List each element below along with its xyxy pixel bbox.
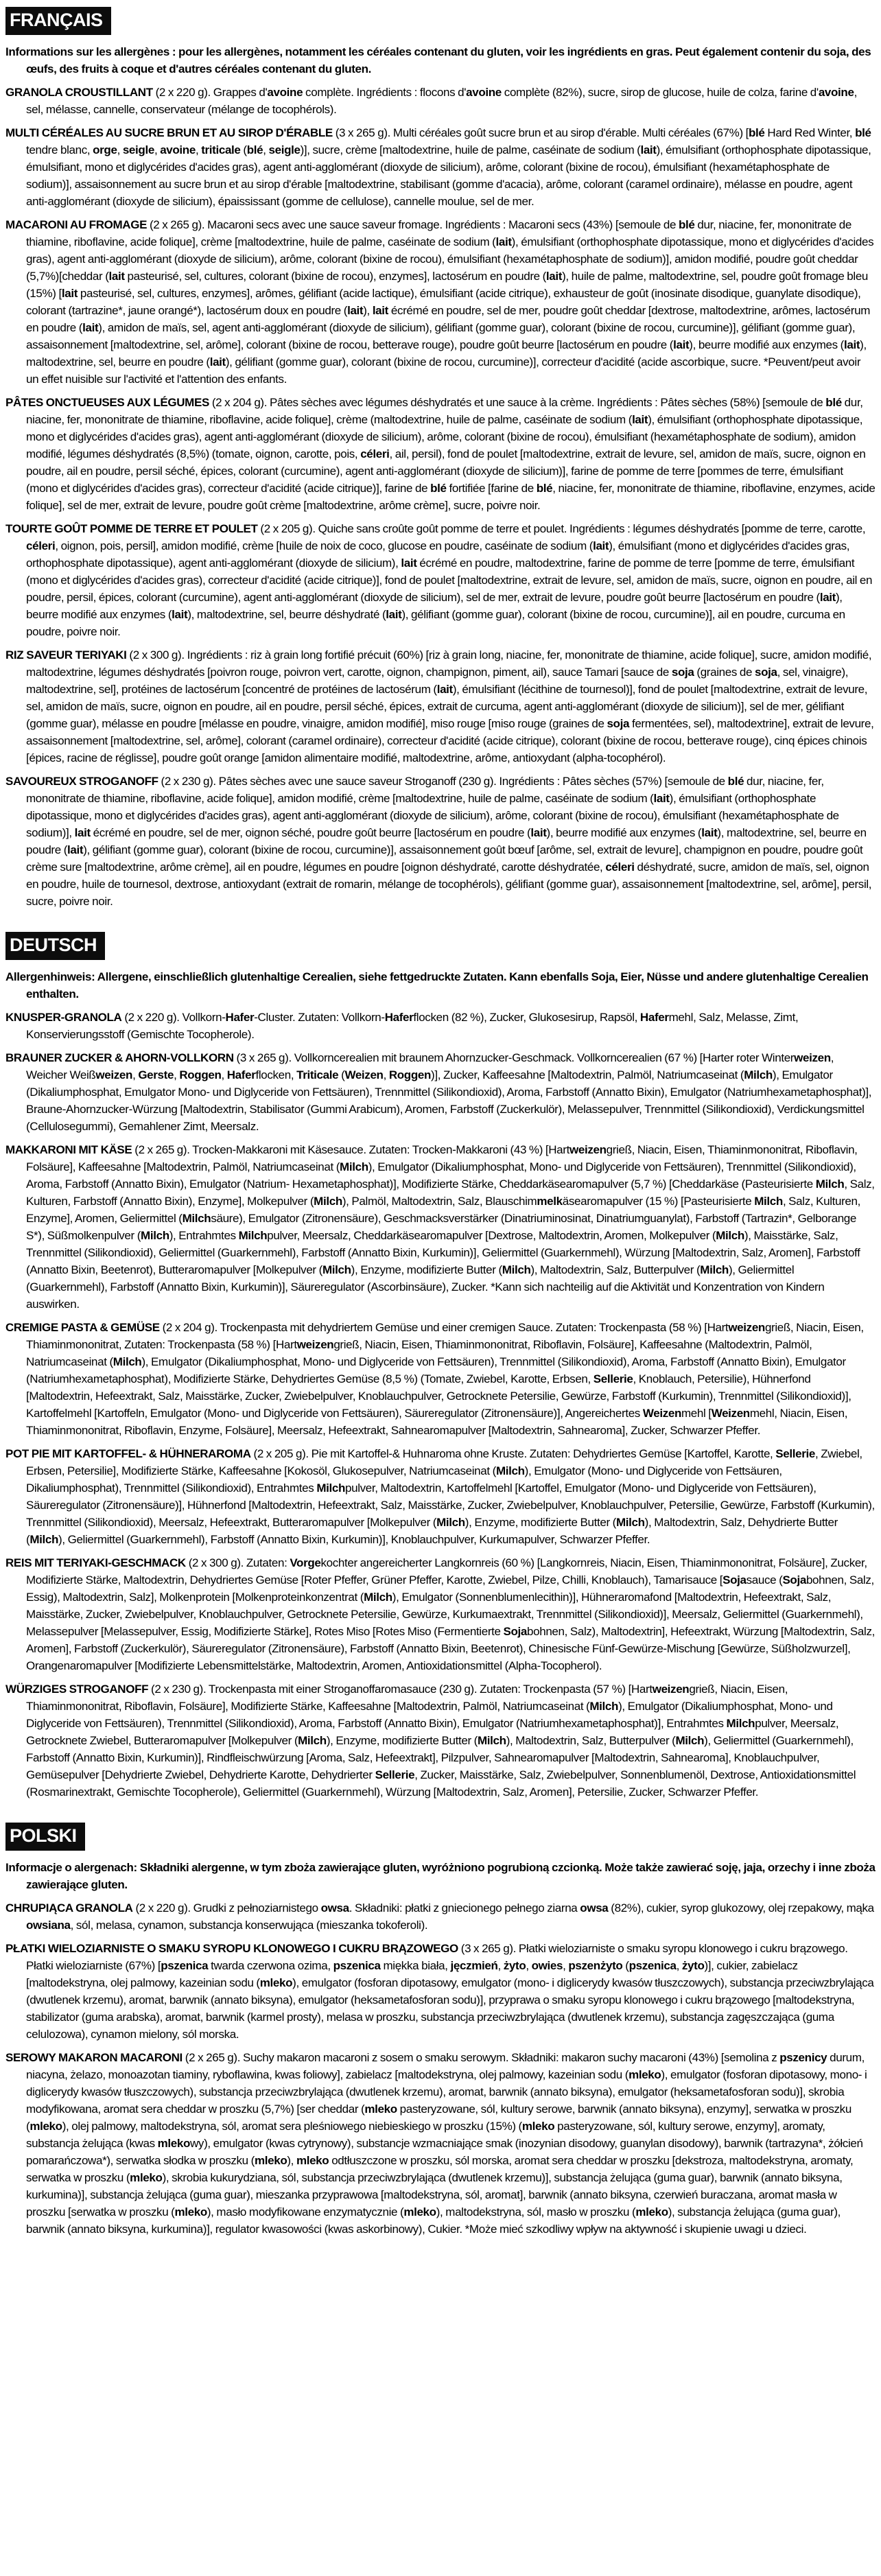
product-name: PŁATKI WIELOZIARNISTE O SMAKU SYROPU KLONOWEGO I CUKRU BRĄZOWEGO: [5, 1942, 458, 1955]
product-paragraph: BRAUNER ZUCKER & AHORN-VOLLKORN (3 x 265 g). Vollkorncerealien mit braunem Ahornzucker-Geschmack. Vollkorncerealien (67 %) [Harter roter Winterweizen, Weicher Weißweizen, Gerste, Roggen, Haferflocken, Triticale (Weizen, Roggen)], Zucker, Kaffeesahne [Maltodextrin, Palmöl, Natriumcaseinat (Milch), Emulgator (Dikaliumphosphat, Emulgator Mono- und Diglyceride von Fettsäuren), Trennmittel (Silikondioxid), Aroma, Farbstoff (Annatto Bixin), Emulgator (Natriumhexametaphosphat)], Braune-Ahornzucker-Würzung [Maltodextrin, Stabilisator (Gummi Arabicum), Aromen, Farbstoff (Zuckerkulör), Melassepulver, Trennmittel (Silikondioxid), Verdickungsmittel (Cellulosegummi), Gemahlener Zimt, Meersalz.: [5, 1051, 872, 1133]
product-name: POT PIE MIT KARTOFFEL- & HÜHNERAROMA: [5, 1447, 251, 1460]
allergen-intro-text: Informacje o alergenach: Składniki alergenne, w tym zboża zawierające gluten, wyróżniono pogrubioną czcionką. Może także zawierać soję, jaja, orzechy i inne zboża zawierające gluten.: [5, 1861, 876, 1891]
product-paragraph: CREMIGE PASTA & GEMÜSE (2 x 204 g). Trockenpasta mit dehydriertem Gemüse und einer cremigen Sauce. Zutaten: Trockenpasta (58 %) [Hartweizengrieß, Niacin, Eisen, Thiaminmononitrat, Zutaten: Trockenpasta (58 %) [Hartweizengrieß, Niacin, Eisen, Thiaminmononitrat, Riboflavin, Folsäure], Kaffeesahne (Maltodextrin, Palmöl, Natriumcaseinat (Milch), Emulgator (Dikaliumphosphat, Mono- und Diglyceride von Fettsäuren), Trennmittel (Silikondioxid), Aroma, Farbstoff (Annatto Bixin), Emulgator (Natriumhexametaphosphat), Modifizierte Stärke, Dehydriertes Gemüse (8,5 %) (Tomate, Zwiebel, Karotte, Erbsen, Sellerie, Knoblauch, Petersilie), Hühnerfond [Maltodextrin, Hefeextrakt, Salz, Maisstärke, Zucker, Zwiebelpulver, Knoblauchpulver, Getrocknete Petersilie, Gewürze, Farbstoff (Kurkumin), Trennmittel (Silikondioxid)], Kartoffelmehl [Kartoffeln, Emulgator (Mono- und Diglyceride von Fettsäuren), Säureregulator (Zitronensäure)], Angereichertes Weizenmehl [Weizenmehl, Niacin, Eisen, Thiaminmononitrat, Riboflavin, Enzyme, Folsäure], Meersalz, Hefeextrakt, Sahnearomapulver [Maltodextrin, Sahnearoma], Zucker, Schwarzer Pfeffer.: [5, 1321, 864, 1437]
product-name: SEROWY MAKARON MACARONI: [5, 2051, 183, 2064]
language-header: [5, 932, 105, 960]
product-name: CHRUPIĄCA GRANOLA: [5, 1901, 133, 1915]
product-paragraph: REIS MIT TERIYAKI-GESCHMACK (2 x 300 g). Zutaten: Vorgekochter angereicherter Langkornreis (60 %) [Langkornreis, Niacin, Eisen, Thiaminmononitrat, Folsäure], Zucker, Modifizierte Stärke, Maltodextrin, Dehydriertes Gemüse [Roter Pfeffer, Grüner Pfeffer, Karotte, Zwiebel, Pilze, Chilli, Knoblauch), Tamarisauce [Sojasauce (Sojabohnen, Salz, Essig), Maltodextrin, Salz], Molkenprotein [Molkenproteinkonzentrat (Milch), Emulgator (Sonnenblumenlecithin)], Hühneraromafond [Maltodextrin, Hefeextrakt, Salz, Maisstärke, Zucker, Zwiebelpulver, Knoblauchpulver, Getrocknete Petersilie, Gewürze, Kurkumaextrakt, Trennmittel (Silikondioxid)], Meersalz, Geliermittel (Guarkernmehl), Melassepulver [Melassepulver, Essig, Modifizierte Stärke], Rotes Miso [Rotes Miso (Fermentierte Sojabohnen, Salz), Maltodextrin], Hefeextrakt, Würzung [Maltodextrin, Salz, Aromen], Farbstoff (Zuckerkulör), Säureregulator (Zitronensäure), Farbstoff (Annatto Bixin, Beetenrot), Chinesische Fünf-Gewürze-Mischung [Gewürze, Süßholzwurzel], Orangenaromapulver [Modifizierte Lebensmittelstärke, Maltodextrin, Aromen, Antioxidationsmittel (Alpha-Tocopherol).: [5, 1556, 875, 1672]
product-name: PÂTES ONCTUEUSES AUX LÉGUMES: [5, 396, 209, 409]
language-header-label: DEUTSCH: [10, 935, 97, 955]
product-name: KNUSPER-GRANOLA: [5, 1011, 122, 1024]
product-name: TOURTE GOÛT POMME DE TERRE ET POULET: [5, 522, 258, 535]
product-paragraph: PŁATKI WIELOZIARNISTE O SMAKU SYROPU KLONOWEGO I CUKRU BRĄZOWEGO (3 x 265 g). Płatki wieloziarniste o smaku syropu klonowego i cukru brązowego. Płatki wieloziarniste (67%) [pszenica twarda czerwona ozima, pszenica miękka biała, jęczmień, żyto, owies, pszenżyto (pszenica, żyto)], cukier, zabielacz [maltodekstryna, olej palmowy, kazeinian sodu (mleko), emulgator (fosforan dipotasowy, emulgator (mono- i diglicerydy kwasów tłuszczowych), substancja przeciwzbrylająca (dwutlenek krzemu), aromat, barwnik (annato biksyna), emulgator (heksametafosforan sodu)], przyprawa o smaku syropu klonowego i cukru brązowego [maltodekstryna, stabilizator (guma arabska), aromat, barwnik (karmel prosty), melasa w proszku, substancja przeciwzbrylająca (dwutlenek krzemu), substancja zagęszczająca (guma celulozowa), cynamon mielony, sól morska.: [5, 1942, 874, 2041]
product-paragraph: MULTI CÉRÉALES AU SUCRE BRUN ET AU SIROP D'ÉRABLE (3 x 265 g). Multi céréales goût sucre brun et au sirop d'érable. Multi céréales (67%) [blé Hard Red Winter, blé tendre blanc, orge, seigle, avoine, triticale (blé, seigle)], sucre, crème [maltodextrine, huile de palme, caséinate de sodium (lait), émulsifiant (orthophosphate dipotassique, émulsifiant, mono et diglycérides d'acides gras), agent anti-agglomérant (dioxyde de silicium), arôme, colorant (bixine de rocou), émulsifiant (hexamétaphosphate de sodium)], assaisonnement au sucre brun et au sirop d'érable [maltodextrine, stabilisant (gomme d'acacia), arôme, colorant (caramel ordinaire), mélasse en poudre, agent anti-agglomérant (dioxyde de silicium), épaississant (gomme de cellulose), cannelle moulue, sel de mer.: [5, 126, 871, 208]
product-name: MACARONI AU FROMAGE: [5, 218, 148, 231]
product-paragraph: GRANOLA CROUSTILLANT (2 x 220 g). Grappes d'avoine complète. Ingrédients : flocons d'avoine complète (82%), sucre, sirop de glucose, huile de colza, farine d'avoine, sel, mélasse, cannelle, conservateur (mélange de tocophérols).: [5, 86, 857, 116]
product-paragraph: SAVOUREUX STROGANOFF (2 x 230 g). Pâtes sèches avec une sauce saveur Stroganoff (230 g). Ingrédients : Pâtes sèches (57%) [semoule de blé dur, niacine, fer, mononitrate de thiamine, riboflavine, acide folique], amidon modifié, crème [maltodextrine, huile de palme, caséinate de sodium (lait), émulsifiant (orthophosphate dipotassique, mono et diglycérides d'acides gras), agent anti-agglomérant (dioxyde de silicium), arôme, colorant (bixine de rocou), émulsifiant (hexamétaphosphate de sodium)], lait écrémé en poudre, sel de mer, oignon séché, poudre goût beurre [lactosérum en poudre (lait), beurre modifié aux enzymes (lait), maltodextrine, sel, beurre en poudre (lait), gélifiant (gomme guar), colorant (bixine de rocou, curcumine)], assaisonnement goût bœuf [arôme, sel, extrait de levure], champignon en poudre, poudre goût crème sure [maltodextrine, arôme crème], ail en poudre, légumes en poudre [oignon déshydraté, carotte déshydratée, céleri déshydraté, sucre, amidon de maïs, sel, oignon en poudre, huile de tournesol, dextrose, antioxydant (extrait de romarin, mélange de tocophérols), gélifiant (gomme guar), assaisonnement [maltodextrine, sel, arôme], persil, sucre, poivre noir.: [5, 775, 872, 908]
product-name: MULTI CÉRÉALES AU SUCRE BRUN ET AU SIROP D'ÉRABLE: [5, 126, 333, 139]
product-paragraph: RIZ SAVEUR TERIYAKI (2 x 300 g). Ingrédients : riz à grain long fortifié précuit (60%) [riz à grain long, niacine, fer, mononitrate de thiamine, acide folique], sucre, amidon modifié, maltodextrine, légumes déshydratés [poivron rouge, poivron vert, carotte, oignon, champignon, piment, ail), sauce Tamari [sauce de soja (graines de soja, sel, vinaigre), maltodextrine, sel], protéines de lactosérum [concentré de protéines de lactosérum (lait), émulsifiant (lécithine de tournesol)], fond de poulet [maltodextrine, extrait de levure, sel, amidon de maïs, sucre, oignon en poudre, ail en poudre, persil séché, épices, extrait de curcuma, agent anti-agglomérant (dioxyde de silicium)], sel de mer, gélifiant (gomme guar), mélasse en poudre [mélasse en poudre, vinaigre, amidon modifié], miso rouge [miso rouge (graines de soja fermentées, sel), maltodextrine], extrait de levure, assaisonnement [maltodextrine, sel, arôme], colorant (caramel ordinaire), correcteur d'acidité (acide citrique), colorant (bixine de rocou, betterave rouge), cinq épices chinois [épices, racine de réglisse], poudre goût orange [amidon alimentaire modifié, maltodextrine, arôme, antioxydant (alpha-tocophérol).: [5, 648, 874, 764]
language-section-deutsch: [5, 930, 876, 1801]
product-paragraph: MACARONI AU FROMAGE (2 x 265 g). Macaroni secs avec une sauce saveur fromage. Ingrédients : Macaroni secs (43%) [semoule de blé dur, niacine, fer, mononitrate de thiamine, riboflavine, acide folique], crème [maltodextrine, huile de palme, caséinate de sodium (lait), émulsifiant (orthophosphate dipotassique, mono et diglycérides d'acides gras), agent anti-agglomérant (dioxyde de silicium), arôme, colorant (bixine de rocou), émulsifiant (hexamétaphosphate de sodium)], amidon modifié, poudre goût cheddar (5,7%)[cheddar (lait pasteurisé, sel, cultures, colorant (bixine de rocou), enzymes], lactosérum en poudre (lait), huile de palme, maltodextrine, sel, poudre goût fromage bleu (15%) [lait pasteurisé, sel, cultures, enzymes], arômes, gélifiant (acide lactique), émulsifiant (acide citrique), exhausteur de goût (inosinate disodique, guanylate disodique), colorant (tartrazine*, jaune orangé*), lactosérum doux en poudre (lait), lait écrémé en poudre, sel de mer, poudre goût cheddar [dextrose, maltodextrine, arômes, lactosérum en poudre (lait), amidon de maïs, sel, agent anti-agglomérant (dioxyde de silicium), gélifiant (gomme guar), colorant (bixine de rocou, curcumine)], gélifiant (gomme guar), assaisonnement [maltodextrine, sel, arôme], colorant (bixine de rocou, betterave rouge), poudre goût beurre [lactosérum en poudre (lait), beurre modifié aux enzymes (lait), maltodextrine, sel, beurre en poudre (lait), gélifiant (gomme guar), colorant (bixine de rocou, curcumine)], correcteur d'acidité (acide ascorbique, sucre. *Peuvent/peut avoir un effet nuisible sur l'activité et l'attention des enfants.: [5, 218, 874, 386]
language-header-label: FRANÇAIS: [10, 10, 103, 30]
language-header-label: POLSKI: [10, 1825, 77, 1846]
product-paragraph: KNUSPER-GRANOLA (2 x 220 g). Vollkorn-Hafer-Cluster. Zutaten: Vollkorn-Haferflocken (82 %), Zucker, Glukosesirup, Rapsöl, Hafermehl, Salz, Melasse, Zimt, Konservierungsstoff (Gemischte Tocopherole).: [5, 1011, 799, 1041]
product-paragraph: PÂTES ONCTUEUSES AUX LÉGUMES (2 x 204 g). Pâtes sèches avec légumes déshydratés et une sauce à la crème. Ingrédients : Pâtes sèches (58%) [semoule de blé dur, niacine, fer, mononitrate de thiamine, riboflavine, acide folique], crème (maltodextrine, huile de palme, caséinate de sodium (lait), émulsifiant (orthophosphate dipotassique, mono et diglycérides d'acides gras), agent anti-agglomérant (dioxyde de silicium), arôme, colorant (bixine de rocou), émulsifiant (hexamétaphosphate de sodium), amidon modifié, légumes déshydratés (8,5%) (tomate, oignon, carotte, pois, céleri, ail, persil), fond de poulet [maltodextrine, extrait de levure, sel, amidon de maïs, sucre, oignon en poudre, ail en poudre, persil séché, épices, colorant (curcumine), agent anti-agglomérant (dioxyde de silicium)], farine de pomme de terre [pommes de terre, émulsifiant (mono et diglycérides d'acides gras), correcteur d'acidité (acide citrique)], farine de blé fortifiée [farine de blé, niacine, fer, mononitrate de thiamine, riboflavine, enzymes, acide folique], sel de mer, extrait de levure, poudre goût crème [maltodextrine, arôme crème], sucre, poivre noir.: [5, 396, 876, 512]
sections-root: [5, 5, 876, 2238]
product-name: REIS MIT TERIYAKI-GESCHMACK: [5, 1556, 186, 1569]
product-paragraph: MAKKARONI MIT KÄSE (2 x 265 g). Trocken-Makkaroni mit Käsesauce. Zutaten: Trocken-Makkaroni (43 %) [Hartweizengrieß, Niacin, Eisen, Thiaminmononitrat, Riboflavin, Folsäure], Kaffeesahne [Maltodextrin, Palmöl, Natriumcaseinat (Milch), Emulgator (Dikaliumphosphat, Mono- und Diglyceride von Fettsäuren), Trennmittel (Silikondioxid), Aroma, Farbstoff (Annatto Bixin), Emulgator (Natrium- Hexametaphosphat)], Modifizierte Stärke, Cheddarkäsearomapulver (5,7 %) [Cheddarkäse (Pasteurisierte Milch, Salz, Kulturen, Farbstoff (Annatto Bixin), Enzyme], Molkepulver (Milch), Palmöl, Maltodextrin, Salz, Blauschimmelkäsearomapulver (15 %) [Pasteurisierte Milch, Salz, Kulturen, Enzyme], Aromen, Geliermittel (Milchsäure), Emulgator (Zitronensäure), Geschmacksverstärker (Dinatriuminosinat, Dinatriumguanylat), Farbstoff (Tartrazin*, Gelborange S*), Süßmolkenpulver (Milch), Entrahmtes Milchpulver, Meersalz, Cheddarkäsearomapulver [Dextrose, Maltodextrin, Aromen, Molkepulver (Milch), Maisstärke, Salz, Trennmittel (Silikondioxid), Geliermittel (Guarkernmehl), Farbstoff (Annatto Bixin, Kurkumin)], Geliermittel (Guarkernmehl), Würzung [Maltodextrin, Salz, Aromen], Farbstoff (Annatto Bixin, Beetenrot), Butteraromapulver [Molkepulver (Milch), Enzyme, modifizierte Butter (Milch), Maltodextrin, Salz, Butterpulver (Milch), Geliermittel (Guarkernmehl), Farbstoff (Annatto Bixin, Kurkumin)], Säureregulator (Ascorbinsäure), Zucker. *Kann sich nachteilig auf die Aktivität und Konzentration von Kindern auswirken.: [5, 1143, 875, 1311]
product-name: GRANOLA CROUSTILLANT: [5, 86, 153, 99]
product-paragraph: SEROWY MAKARON MACARONI (2 x 265 g). Suchy makaron macaroni z sosem o smaku serowym. Składniki: makaron suchy macaroni (43%) [semolina z pszenicy durum, niacyna, żelazo, monoazotan tiaminy, ryboflawina, kwas foliowy], zabielacz [maltodekstryna, olej palmowy, kazeinian sodu (mleko), emulgator (fosforan dipotasowy, mono- i diglicerydy kwasów tłuszczowych), substancja przeciwzbrylająca (dwutlenek krzemu), aromat, barwnik (annato biksyna), emulgator (heksametafosforan sodu)], skrobia modyfikowana, aromat sera cheddar w proszku (5,7%) [ser cheddar (mleko pasteryzowane, sól, kultury serowe, barwnik (annato biksyna), enzymy], serwatka w proszku (mleko), olej palmowy, maltodekstryna, sól, aromat sera pleśniowego niebieskiego w proszku (15%) (mleko pasteryzowane, sól, kultury serowe, enzymy], aromaty, substancja żelująca (kwas mlekowy), emulgator (kwas cytrynowy), substancje wzmacniające smak (inozynian disodowy, guanylan disodowy), barwnik (tartrazyna*, żółcień pomarańczowa*), serwatka słodka w proszku (mleko), mleko odtłuszczone w proszku, sól morska, aromat sera cheddar w proszku [dekstroza, maltodekstryna, aromaty, serwatka w proszku (mleko), skrobia kukurydziana, sól, substancja przeciwzbrylająca (dwutlenek krzemu)], substancja żelująca (guma guar), barwnik (annato biksyna, kurkumina)], substancja żelująca (guma guar), mieszanka przyprawowa [maltodekstryna, sól, aromat], barwnik (annato biksyna, czerwień buraczana, aromat masła w proszku [serwatka w proszku (mleko), masło modyfikowane enzymatycznie (mleko), maltodekstryna, sól, masło w proszku (mleko), substancja żelująca (guma guar), barwnik (annato biksyna, kurkumina)], regulator kwasowości (kwas askorbinowy), Cukier. *Może mieć szkodliwy wpływ na aktywność i skupienie uwagi u dzieci.: [5, 2051, 867, 2236]
product-name: RIZ SAVEUR TERIYAKI: [5, 648, 127, 661]
product-name: MAKKARONI MIT KÄSE: [5, 1143, 132, 1156]
product-paragraph: WÜRZIGES STROGANOFF (2 x 230 g). Trockenpasta mit einer Stroganoffaromasauce (230 g). Zutaten: Trockenpasta (57 %) [Hartweizengrieß, Niacin, Eisen, Thiaminmononitrat, Riboflavin, Folsäure], Modifizierte Stärke, Kaffeesahne [Maltodextrin, Palmöl, Natriumcaseinat (Milch), Emulgator (Dikaliumphosphat, Mono- und Diglyceride von Fettsäuren), Trennmittel (Silikondioxid), Aroma, Farbstoff (Annatto Bixin), Emulgator (Natriumhexametaphosphat)], Entrahmtes Milchpulver, Meersalz, Getrocknete Zwiebel, Butteraromapulver [Molkepulver (Milch), Enzyme, modifizierte Butter (Milch), Maltodextrin, Salz, Butterpulver (Milch), Geliermittel (Guarkernmehl), Farbstoff (Annatto Bixin, Kurkumin)], Rindfleischwürzung [Aroma, Salz, Hefeextrakt], Pilzpulver, Sahnearomapulver [Maltodextrin, Sahnearoma], Knoblauchpulver, Gemüsepulver [Dehydrierte Zwiebel, Dehydrierte Karotte, Dehydrierter Sellerie, Zucker, Maisstärke, Salz, Zwiebelpulver, Sonnenblumenöl, Dextrose, Antioxidationsmittel (Rosmarinextrakt, Gemischte Tocopherole), Geliermittel (Guarkernmehl), Würzung [Maltodextrin, Salz, Aromen], Petersilie, Zucker, Schwarzer Pfeffer.: [5, 1683, 856, 1799]
language-header: [5, 7, 111, 35]
product-name: WÜRZIGES STROGANOFF: [5, 1683, 149, 1696]
language-section-polski: [5, 1821, 876, 2238]
product-name: BRAUNER ZUCKER & AHORN-VOLLKORN: [5, 1051, 234, 1064]
product-paragraph: POT PIE MIT KARTOFFEL- & HÜHNERAROMA (2 x 205 g). Pie mit Kartoffel-& Huhnaroma ohne Kruste. Zutaten: Dehydriertes Gemüse [Kartoffel, Karotte, Sellerie, Zwiebel, Erbsen, Petersilie], Modifizierte Stärke, Kaffeesahne [Kokosöl, Glukosepulver, Natriumcaseinat (Milch), Emulgator (Mono- und Diglyceride von Fettsäuren, Dikaliumphosphat), Trennmittel (Silikondioxid), Entrahmtes Milchpulver, Maltodextrin, Kartoffelmehl [Kartoffel, Emulgator (Mono- und Diglyceride von Fettsäuren), Säureregulator (Zitronensäure)], Hühnerfond [Maltodextrin, Hefeextrakt, Salz, Maisstärke, Zucker, Zwiebelpulver, Knoblauchpulver, Petersilie, Gewürze, Farbstoff (Kurkumin), Trennmittel (Silikondioxid), Meersalz, Hefeextrakt, Butteraromapulver [Molkepulver (Milch), Enzyme, modifizierte Butter (Milch), Maltodextrin, Salz, Dehydrierte Butter (Milch), Geliermittel (Guarkernmehl), Farbstoff (Annatto Bixin, Kurkumin)], Knoblauchpulver, Kurkumapulver, Schwarzer Pfeffer.: [5, 1447, 875, 1546]
product-name: SAVOUREUX STROGANOFF: [5, 775, 158, 788]
allergen-intro-text: Informations sur les allergènes : pour les allergènes, notamment les céréales contenant du gluten, voir les ingrédients en gras. Peut également contenir du soja, des œufs, des fruits à coque et d'autres céréales contenant du gluten.: [5, 45, 871, 75]
product-name: CREMIGE PASTA & GEMÜSE: [5, 1321, 160, 1334]
language-section-francais: [5, 5, 876, 910]
language-header: [5, 1823, 85, 1851]
product-paragraph: TOURTE GOÛT POMME DE TERRE ET POULET (2 x 205 g). Quiche sans croûte goût pomme de terre et poulet. Ingrédients : légumes déshydratés [pomme de terre, carotte, céleri, oignon, pois, persil], amidon modifié, crème [huile de noix de coco, glucose en poudre, caséinate de sodium (lait), émulsifiant (mono et diglycérides d'acides gras, orthophosphate dipotassique), agent anti-agglomérant (dioxyde de silicium), lait écrémé en poudre, maltodextrine, farine de pomme de terre [pomme de terre, émulsifiant (mono et diglycérides d'acides gras), correcteur d'acidité (acide citrique)], fond de poulet [maltodextrine, extrait de levure, sel, amidon de maïs, sucre, oignon en poudre, ail en poudre, persil, épices, colorant (curcumine), agent anti-agglomérant (dioxyde de silicium), sel de mer, extrait de levure, poudre goût beurre [lactosérum en poudre (lait), beurre modifié aux enzymes (lait), maltodextrine, sel, beurre déshydraté (lait), gélifiant (gomme guar), colorant (bixine de rocou, curcumine)], ail en poudre, curcuma en poudre, poivre noir.: [5, 522, 873, 638]
allergen-intro-text: Allergenhinweis: Allergene, einschließlich glutenhaltige Cerealien, siehe fettgedruckte Zutaten. Kann ebenfalls Soja, Eier, Nüsse und andere glutenhaltige Cerealien enthalten.: [5, 970, 869, 1000]
product-paragraph: CHRUPIĄCA GRANOLA (2 x 220 g). Grudki z pełnoziarnistego owsa. Składniki: płatki z gniecionego pełnego ziarna owsa (82%), cukier, syrop glukozowy, olej rzepakowy, mąka owsiana, sól, melasa, cynamon, substancja konserwująca (mieszanka tokoferoli).: [5, 1901, 874, 1932]
